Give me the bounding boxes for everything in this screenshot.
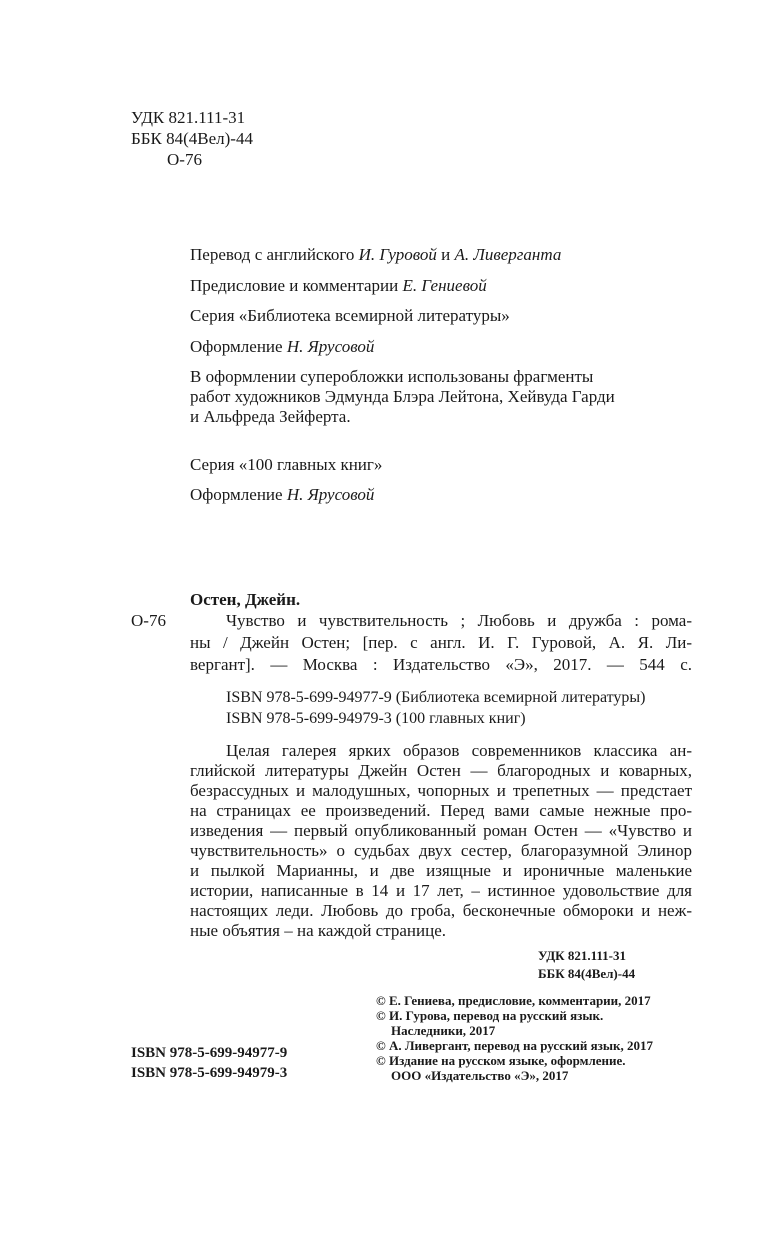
annotation-line-7: и пылкой Марианны, и две изящные и ироничные маленькие — [190, 861, 692, 880]
record-line-1: Чувство и чувствительность ; Любовь и дружба : рома- — [226, 611, 692, 630]
annotation-bbk: ББК 84(4Вел)-44 — [538, 966, 636, 981]
copyright-line-6: ООО «Издательство «Э», 2017 — [391, 1068, 569, 1083]
cover-note-line-1: В оформлении суперобложки использованы фрагменты — [190, 367, 594, 386]
preface-prefix: Предисловие и комментарии — [190, 276, 403, 295]
annotation-line-5: изведения — первый опубликованный роман Остен — «Чувство и — [190, 821, 692, 840]
annotation-line-6: чувствительность» о судьбах двух сестер, благоразумной Элинор — [190, 841, 692, 860]
design-prefix-2: Оформление — [190, 485, 287, 504]
design-prefix-1: Оформление — [190, 337, 287, 356]
translation-prefix: Перевод с английского — [190, 245, 359, 264]
record-isbn-1: ISBN 978-5-699-94977-9 (Библиотека всемирной литературы) — [226, 689, 646, 706]
preface-credit — [190, 276, 487, 296]
footer-isbn-1: ISBN 978-5-699-94977-9 — [131, 1045, 288, 1061]
record-line-2: ны / Джейн Остен; [пер. с англ. И. Г. Гуровой, А. Я. Ли- — [190, 633, 692, 652]
record-isbn-2: ISBN 978-5-699-94979-3 (100 главных книг) — [226, 710, 526, 727]
record-author-heading: Остен, Джейн. — [190, 590, 301, 609]
preface-author: Е. Гениевой — [402, 276, 487, 295]
annotation-line-9: настоящих леди. Любовь до гроба, бесконечные обмороки и неж- — [190, 901, 692, 920]
annotation-line-10: ные объятия – на каждой странице. — [190, 921, 446, 940]
udk-code: УДК 821.111-31 — [131, 108, 246, 127]
design-author-1: Н. Ярусовой — [286, 337, 375, 356]
design-credit-1 — [190, 337, 374, 357]
cover-note-line-3: и Альфреда Зейферта. — [190, 407, 351, 426]
design-author-2: Н. Ярусовой — [286, 485, 375, 504]
annotation-udk: УДК 821.111-31 — [538, 948, 626, 963]
translation-and: и — [436, 245, 455, 264]
series-2: Серия «100 главных книг» — [190, 455, 383, 474]
annotation-line-8: истории, написанные в 14 и 17 лет, – истинное удовольствие для — [190, 881, 692, 900]
copyright-line-3: Наследники, 2017 — [391, 1023, 496, 1038]
copyright-line-1: © Е. Гениева, предисловие, комментарии, 2017 — [376, 993, 651, 1008]
annotation-line-3: безрассудных и малодушных, чопорных и трепетных — предстает — [190, 781, 692, 800]
translator-1: И. Гуровой — [358, 245, 437, 264]
translation-credit — [190, 245, 561, 265]
bbk-code: ББК 84(4Вел)-44 — [131, 129, 253, 148]
copyright-line-5: © Издание на русском языке, оформление. — [376, 1053, 626, 1068]
annotation-line-2: глийской литературы Джейн Остен — благородных и коварных, — [190, 761, 692, 780]
copyright-line-4: © А. Ливергант, перевод на русский язык, 2017 — [376, 1038, 654, 1053]
record-mark: О-76 — [131, 611, 166, 630]
series-1: Серия «Библиотека всемирной литературы» — [190, 306, 510, 325]
record-line-3: вергант]. — Москва : Издательство «Э», 2017. — 544 с. — [190, 655, 692, 674]
annotation-line-1: Целая галерея ярких образов современников классика ан- — [226, 741, 692, 760]
annotation-line-4: на страницах ее произведений. Перед вами самые нежные про- — [190, 801, 692, 820]
cover-note-line-2: работ художников Эдмунда Блэра Лейтона, Хейвуда Гарди — [190, 387, 615, 406]
footer-isbn-2: ISBN 978-5-699-94979-3 — [131, 1065, 288, 1081]
author-mark: О-76 — [167, 150, 202, 169]
copyright-line-2: © И. Гурова, перевод на русский язык. — [376, 1008, 604, 1023]
translator-2: А. Ливерганта — [454, 245, 562, 264]
design-credit-2 — [190, 485, 374, 505]
